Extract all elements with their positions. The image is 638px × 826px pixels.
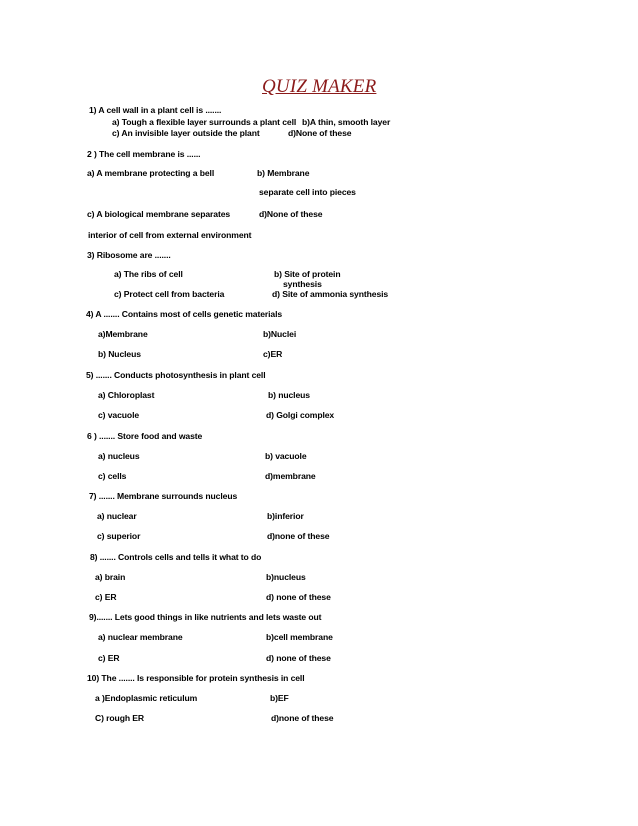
q2-option-b: b) Membrane [257, 168, 310, 178]
q3-option-c: c) Protect cell from bacteria [114, 289, 225, 299]
q5-option-b: b) nucleus [268, 390, 310, 400]
q7-option-c: c) superior [97, 531, 141, 541]
q4-option-c: b) Nucleus [98, 349, 141, 359]
question-5: 5) ....... Conducts photosynthesis in plant cell [86, 370, 266, 380]
q6-option-d: d)membrane [265, 471, 316, 481]
q10-option-a: a )Endoplasmic reticulum [95, 693, 198, 703]
q9-option-b: b)cell membrane [266, 632, 333, 642]
q4-option-b: b)Nuclei [263, 329, 297, 339]
q1-option-a: a) Tough a flexible layer surrounds a plant cell [112, 117, 297, 127]
q10-option-b: b)EF [270, 693, 289, 703]
page-title: QUIZ MAKER [262, 76, 377, 97]
q2-option-a: a) A membrane protecting a bell [87, 168, 215, 178]
q2-option-d: d)None of these [259, 209, 323, 219]
question-10: 10) The ....... Is responsible for protein synthesis in cell [87, 673, 305, 683]
question-8: 8) ....... Controls cells and tells it what to do [90, 552, 262, 562]
question-4: 4) A ....... Contains most of cells genetic materials [86, 309, 283, 319]
q4-option-a: a)Membrane [98, 329, 148, 339]
q4-option-d: c)ER [263, 349, 283, 359]
q10-option-c: C) rough ER [95, 713, 145, 723]
q5-option-c: c) vacuole [98, 410, 140, 420]
question-2: 2 ) The cell membrane is ...... [87, 149, 201, 159]
question-7: 7) ....... Membrane surrounds nucleus [89, 491, 238, 501]
q3-option-b: b) Site of protein [274, 269, 341, 279]
q6-option-a: a) nucleus [98, 451, 140, 461]
q5-option-d: d) Golgi complex [266, 410, 335, 420]
q7-option-a: a) nuclear [97, 511, 137, 521]
q1-option-d: d)None of these [288, 128, 352, 138]
q7-option-d: d)none of these [267, 531, 330, 541]
q7-option-b: b)inferior [267, 511, 304, 521]
q8-option-c: c) ER [95, 592, 117, 602]
q8-option-d: d) none of these [266, 592, 331, 602]
q10-option-d: d)none of these [271, 713, 334, 723]
q2-option-b-continued: separate cell into pieces [259, 187, 356, 197]
q3-option-d: d) Site of ammonia synthesis [272, 289, 389, 299]
q9-option-c: c) ER [98, 653, 120, 663]
question-3: 3) Ribosome are ....... [87, 250, 171, 260]
q5-option-a: a) Chloroplast [98, 390, 155, 400]
question-9: 9)....... Lets good things in like nutrients and lets waste out [89, 612, 322, 622]
q6-option-c: c) cells [98, 471, 127, 481]
q9-option-d: d) none of these [266, 653, 331, 663]
q3-option-a: a) The ribs of cell [114, 269, 183, 279]
q2-option-c-continued: interior of cell from external environment [88, 230, 252, 240]
question-6: 6 ) ....... Store food and waste [87, 431, 203, 441]
q2-option-c: c) A biological membrane separates [87, 209, 231, 219]
q3-option-b-continued: synthesis [283, 279, 322, 289]
q6-option-b: b) vacuole [265, 451, 307, 461]
q8-option-a: a) brain [95, 572, 126, 582]
q9-option-a: a) nuclear membrane [98, 632, 183, 642]
q8-option-b: b)nucleus [266, 572, 306, 582]
question-1: 1) A cell wall in a plant cell is ....... [89, 105, 222, 115]
q1-option-b: b)A thin, smooth layer [302, 117, 391, 127]
q1-option-c: c) An invisible layer outside the plant [112, 128, 260, 138]
